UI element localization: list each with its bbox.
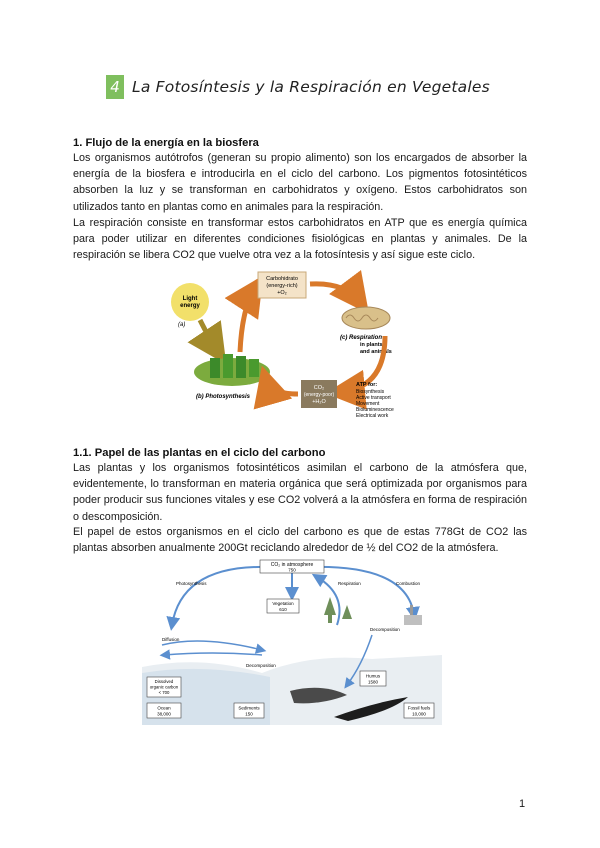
chapter-number-badge: 4 <box>106 75 124 99</box>
resp-sub-2: and animals <box>360 349 392 355</box>
light-arrow <box>200 320 218 352</box>
atp-item: Bioluminescence <box>356 407 394 413</box>
resp-sub-1: in plants <box>360 342 383 348</box>
carbohydrate-arrow <box>240 288 255 352</box>
fossil-fuels-label: Fossil fuels <box>407 705 431 711</box>
atp-item: Movement <box>356 401 380 407</box>
section-heading-carbon-cycle: 1.1. Papel de las plantas en el ciclo del carbono <box>73 447 326 459</box>
co2-label-3: +H₂O <box>312 399 326 405</box>
return-arrow <box>266 380 298 394</box>
dissolved-label-2: organic carbon <box>149 684 179 690</box>
decomposition-bottom-label: Decomposition <box>246 663 276 668</box>
label-b: (b) Photosynthesis <box>196 394 251 400</box>
factory-icon <box>404 615 422 625</box>
fossil-fuels-value: 10,000 <box>412 711 426 717</box>
atp-item: Electrical work <box>356 413 389 419</box>
sediments-label: Sediments <box>238 705 260 711</box>
decomposition-right-label: Decomposition <box>370 627 400 632</box>
label-a: (a) <box>178 322 186 328</box>
paragraph-co2-recycling: El papel de estos organismos en el ciclo del carbono es que de estas 778Gt de CO2 las plantas absorben anualmente 200Gt reciclando alrededor de ½ del CO2 de la atmósfera. <box>73 526 527 555</box>
paragraph-respiration: La respiración consiste en transformar estos carbohidratos en ATP que es energía química para poder utilizar en diferentes condiciones fisiológicas en plantas y animales. De la respiración se libera CO2 que vuelve otra vez a la fotosíntesis y así sigue este ciclo. <box>73 217 527 262</box>
atp-item: Active transport <box>356 395 391 401</box>
humus-value: 1580 <box>367 679 379 685</box>
sun-icon <box>171 283 209 321</box>
respiration-arrow <box>310 284 360 302</box>
humus-label: Humus <box>365 673 381 679</box>
photosynthesis-respiration-diagram <box>170 268 442 430</box>
atp-item: Biosynthesis <box>356 389 385 395</box>
diffusion-label: Diffusion <box>162 637 180 642</box>
page-title: La Fotosíntesis y la Respiración en Vegetales <box>132 78 490 96</box>
carb-label-2: (energy-rich) <box>266 283 298 289</box>
light-label-1: Light <box>182 296 198 302</box>
page-number: 1 <box>519 798 526 810</box>
ocean-label: Ocean <box>157 705 171 711</box>
section-heading-energy-flow: 1. Flujo de la energía en la biosfera <box>73 137 259 149</box>
co2-label-1: CO₂ <box>313 385 325 391</box>
paragraph-autotrophs: Los organismos autótrofos (generan su propio alimento) son los encargados de absorber la energía de la biosfera e introducirla en el ciclo del carbono. Los pigmentos fotosintéticos absorben la luz y se transforman en carbohidratos y oxígeno. Estos carbohidratos son utilizados tanto en plantas como en animales para la respiración. <box>73 152 527 213</box>
dissolved-label-1: Dissolved <box>154 679 174 684</box>
mitochondrion-icon <box>342 307 390 329</box>
vegetation-label: Vegetation <box>272 601 294 606</box>
chapter-title <box>106 75 490 99</box>
sediments-value: 150 <box>245 711 253 717</box>
atmosphere-label: CO₂ in atmosphere <box>270 562 314 568</box>
ocean-value: 38,000 <box>157 711 171 717</box>
co2-label-2: (energy-poor) <box>303 392 335 398</box>
combustion-label: Combustion <box>396 581 421 586</box>
atmosphere-value: 750 <box>288 567 296 573</box>
carb-label-1: Carbohidrato <box>266 276 298 282</box>
vegetation-value: 610 <box>279 607 287 612</box>
label-c: (c) Respiration <box>340 335 383 341</box>
paragraph-plants-carbon: Las plantas y los organismos fotosintéticos asimilan el carbono de la atmósfera que, evidentemente, lo transforman en materia orgánica que será optimizada por organismos para poder producir sus funciones vitales y ese CO2 volverá a la atmósfera en forma de respiración o descomposición. <box>73 462 527 523</box>
dissolved-value: < 700 <box>158 690 170 695</box>
carbon-cycle-diagram <box>142 555 442 725</box>
respiration-label: Respiration <box>338 581 361 586</box>
carb-label-3: +O₂ <box>277 290 287 296</box>
photosynthesis-label: Photosynthesis <box>176 581 207 586</box>
atp-title: ATP for: <box>356 382 378 388</box>
light-label-2: energy <box>180 303 200 309</box>
